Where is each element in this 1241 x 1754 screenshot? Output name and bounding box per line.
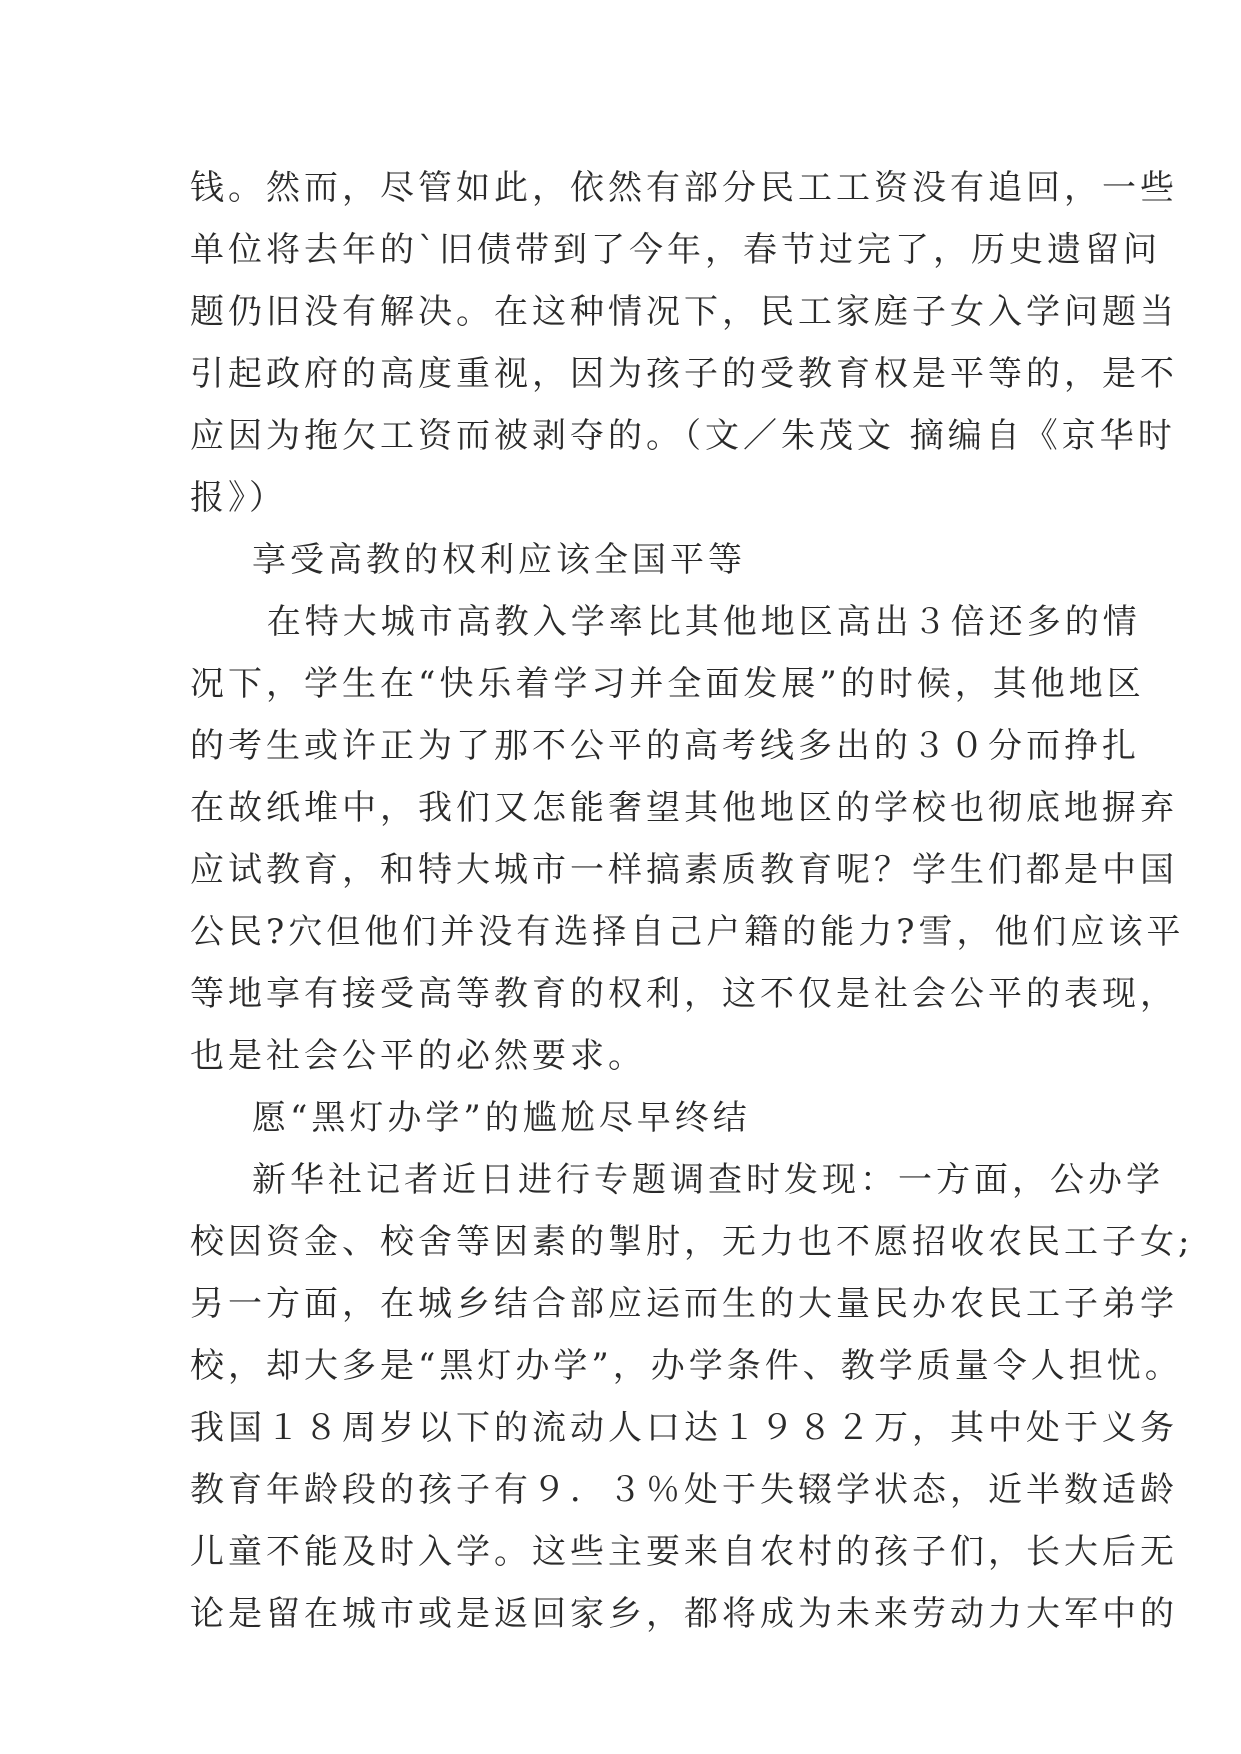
text-line: 公民?穴但他们并没有选择自己户籍的能力?雪，他们应该平 (190, 912, 1185, 952)
section-heading: 享受高教的权利应该全国平等 (252, 540, 746, 580)
text-line: 另一方面，在城乡结合部应运而生的大量民办农民工子弟学 (190, 1284, 1178, 1324)
article-body (190, 157, 1194, 1645)
text-line: 单位将去年的`旧债带到了今年，春节过完了，历史遗留问 (190, 230, 1161, 270)
text-line: 儿童不能及时入学。这些主要来自农村的孩子们，长大后无 (190, 1532, 1178, 1572)
text-line: 的考生或许正为了那不公平的高考线多出的３０分而挣扎 (190, 726, 1140, 766)
text-line: 在故纸堆中，我们又怎能奢望其他地区的学校也彻底地摒弃 (190, 788, 1178, 828)
text-line: 校，却大多是“黑灯办学”，办学条件、教学质量令人担忧。 (190, 1346, 1183, 1386)
text-line: 论是留在城市或是返回家乡，都将成为未来劳动力大军中的 (190, 1594, 1178, 1634)
text-line: 教育年龄段的孩子有９．３％处于失辍学状态，近半数适龄 (190, 1470, 1178, 1510)
paragraph-first-line: 新华社记者近日进行专题调查时发现：一方面，公办学 (252, 1160, 1164, 1200)
text-line: 校因资金、校舍等因素的掣肘，无力也不愿招收农民工子女; (190, 1222, 1194, 1262)
text-line: 引起政府的高度重视，因为孩子的受教育权是平等的，是不 (190, 354, 1178, 394)
text-line: 应试教育，和特大城市一样搞素质教育呢？学生们都是中国 (190, 850, 1178, 890)
text-line: 钱。然而，尽管如此，依然有部分民工工资没有追回，一些 (190, 168, 1178, 208)
text-line: 题仍旧没有解决。在这种情况下，民工家庭子女入学问题当 (190, 292, 1178, 332)
text-line: 况下，学生在“快乐着学习并全面发展”的时候，其他地区 (190, 664, 1145, 704)
text-line: 等地享有接受高等教育的权利，这不仅是社会公平的表现， (190, 974, 1178, 1014)
text-line: 应因为拖欠工资而被剥夺的。（文／朱茂文 摘编自《京华时 (190, 416, 1176, 456)
text-line: 报》） (190, 478, 287, 518)
paragraph-first-line: 在特大城市高教入学率比其他地区高出３倍还多的情 (252, 602, 1141, 642)
text-line: 也是社会公平的必然要求。 (190, 1036, 646, 1076)
text-line: 我国１８周岁以下的流动人口达１９８２万，其中处于义务 (190, 1408, 1178, 1448)
section-heading: 愿“黑灯办学”的尴尬尽早终结 (252, 1098, 751, 1138)
